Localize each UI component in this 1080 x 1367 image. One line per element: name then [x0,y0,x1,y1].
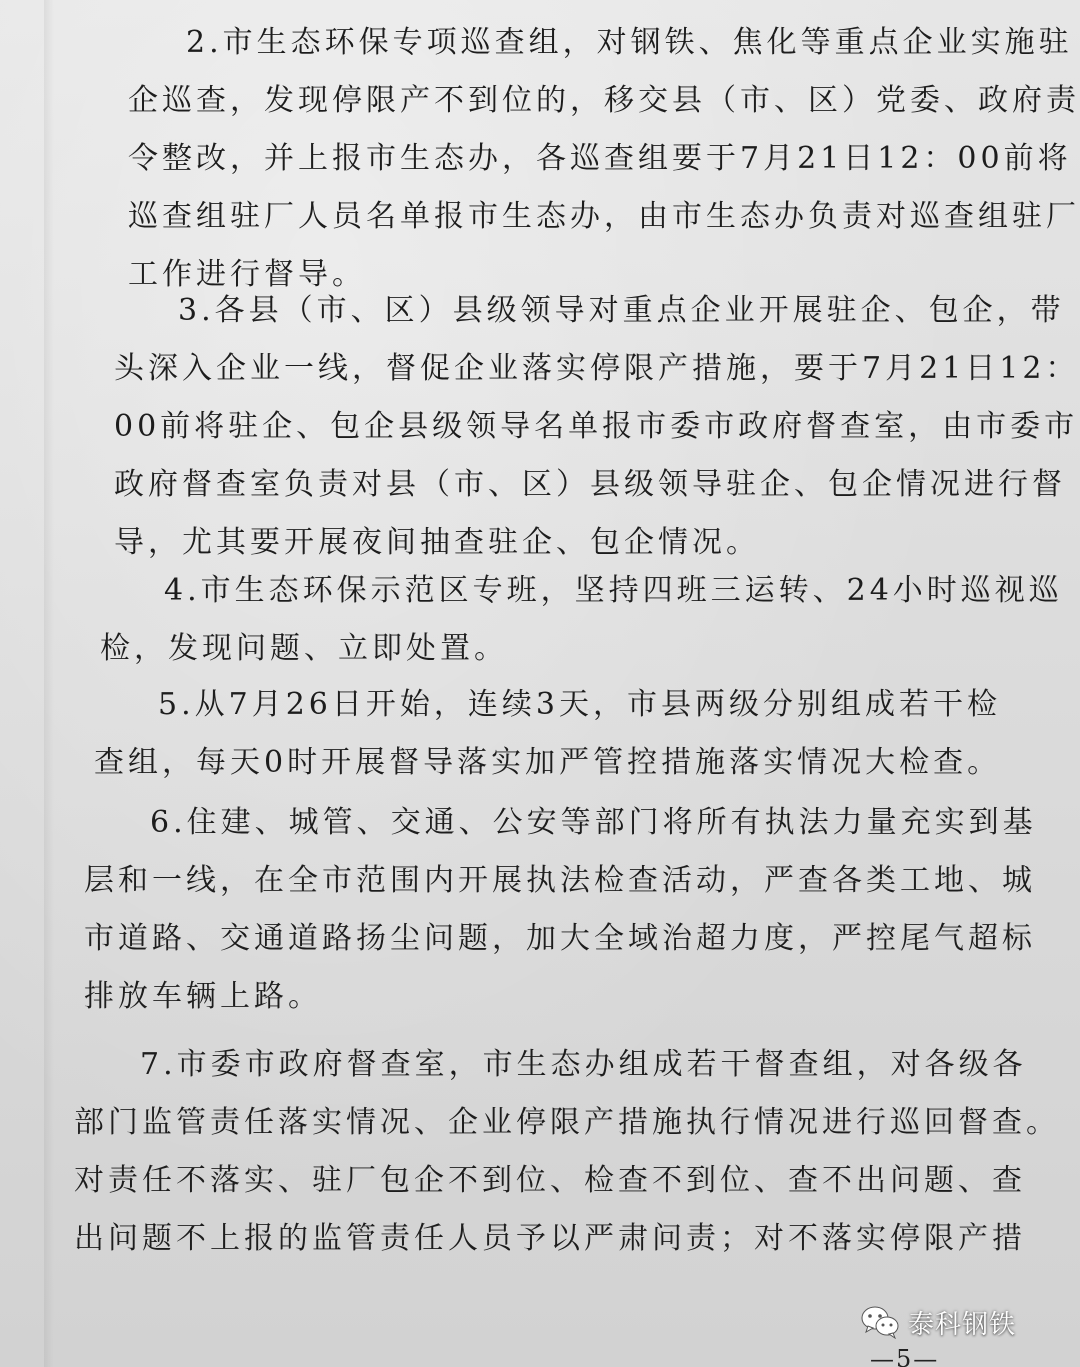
text-line: 检，发现问题、立即处置。 [100,631,508,666]
text-line: 5.从7月26日开始，连续3天，市县两级分别组成若干检 [158,687,1001,722]
text-line: 层和一线，在全市范围内开展执法检查活动，严查各类工地、城 [84,863,1036,898]
text-line: 政府督查室负责对县（市、区）县级领导驻企、包企情况进行督 [114,467,1066,502]
text-line: 3.各县（市、区）县级领导对重点企业开展驻企、包企，带 [178,293,1065,328]
text-line: 市道路、交通道路扬尘问题，加大全域治超力度，严控尾气超标 [84,921,1036,956]
paragraph-item-4 [100,562,1063,678]
text-line: 头深入企业一线，督促企业落实停限产措施，要于7月21日12： [114,351,1080,386]
text-line: 企巡查，发现停限产不到位的，移交县（市、区）党委、政府责 [128,83,1080,118]
paper-fold-shadow [44,0,54,1367]
text-line: 出问题不上报的监管责任人员予以严肃问责；对不落实停限产措 [74,1221,1026,1256]
watermark-text: 泰科钢铁 [908,1309,1017,1340]
paragraph-item-5 [94,676,1001,792]
text-line: 巡查组驻厂人员名单报市生态办，由市生态办负责对巡查组驻厂 [128,199,1080,234]
text-line: 查组，每天0时开展督导落实加严管控措施落实情况大检查。 [94,745,1002,780]
text-line: 7.市委市政府督查室，市生态办组成若干督查组，对各级各 [140,1047,1027,1082]
text-line: 对责任不落实、驻厂包企不到位、检查不到位、查不出问题、查 [74,1163,1026,1198]
wechat-icon [860,1305,900,1339]
paragraph-item-3 [114,282,1079,572]
text-line: 导，尤其要开展夜间抽查驻企、包企情况。 [114,525,760,560]
text-line: 工作进行督导。 [128,257,366,292]
page-number: —5— [870,1345,940,1367]
text-line: 4.市生态环保示范区专班，坚持四班三运转、24小时巡视巡 [164,573,1063,608]
text-line: 00前将驻企、包企县级领导名单报市委市政府督查室，由市委市 [114,409,1079,444]
watermark [860,1300,1070,1344]
text-line: 排放车辆上路。 [84,979,322,1014]
text-line: 部门监管责任落实情况、企业停限产措施执行情况进行巡回督查。 [74,1105,1060,1140]
text-line: 令整改，并上报市生态办，各巡查组要于7月21日12：00前将 [128,141,1072,176]
paragraph-item-7 [74,1036,1060,1268]
text-line: 6.住建、城管、交通、公安等部门将所有执法力量充实到基 [150,805,1037,840]
paragraph-item-6 [84,794,1037,1026]
paragraph-item-2 [128,14,1080,304]
text-line: 2.市生态环保专项巡查组，对钢铁、焦化等重点企业实施驻 [186,25,1073,60]
